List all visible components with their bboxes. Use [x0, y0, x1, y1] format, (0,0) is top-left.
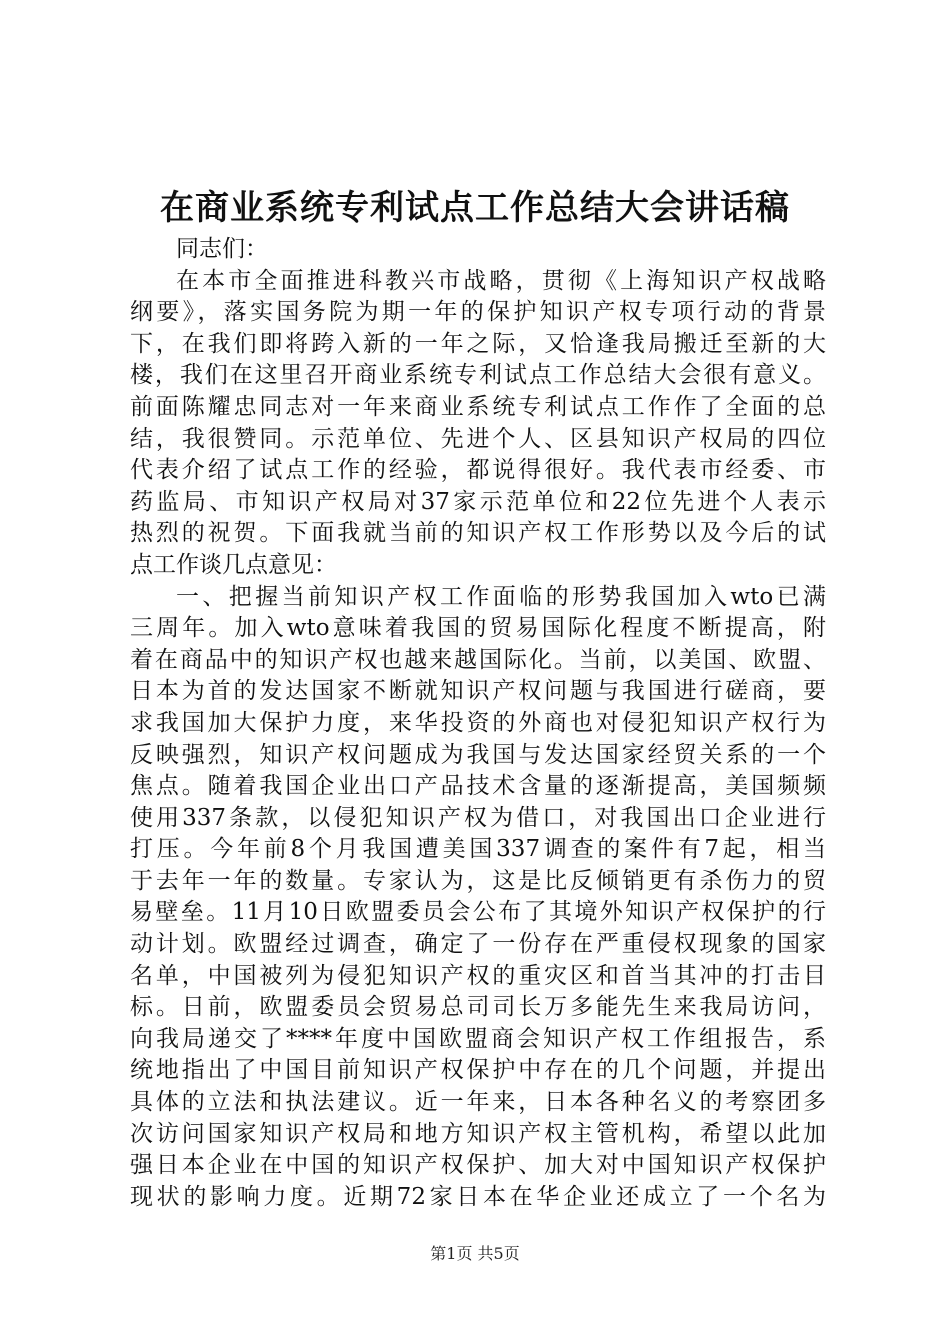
paragraph-line: 反映强烈，知识产权问题成为我国与发达国家经贸关系的一个 — [130, 741, 826, 768]
paragraph-line: 结，我很赞同。示范单位、先进个人、区县知识产权局的四位 — [130, 425, 826, 452]
document-title: 在商业系统专利试点工作总结大会讲话稿 — [160, 188, 790, 228]
paragraph-line: 纲要》，落实国务院为期一年的保护知识产权专项行动的背景 — [130, 299, 826, 326]
paragraph-line: 名单，中国被列为侵犯知识产权的重灾区和首当其冲的打击目 — [130, 962, 826, 989]
paragraph-line: 三周年。加入wto意味着我国的贸易国际化程度不断提高，附 — [130, 615, 826, 642]
paragraph-line: 着在商品中的知识产权也越来越国际化。当前，以美国、欧盟、 — [130, 646, 826, 673]
paragraph-line: 药监局、市知识产权局对37家示范单位和22位先进个人表示 — [130, 488, 826, 515]
paragraph-line: 向我局递交了****年度中国欧盟商会知识产权工作组报告，系 — [130, 1025, 826, 1052]
paragraph-line: 统地指出了中国目前知识产权保护中存在的几个问题，并提出 — [130, 1057, 826, 1084]
salutation-line: 同志们： — [176, 236, 268, 262]
paragraph-line: 求我国加大保护力度，来华投资的外商也对侵犯知识产权行为 — [130, 709, 826, 736]
paragraph-line: 动计划。欧盟经过调查，确定了一份存在严重侵权现象的国家 — [130, 931, 826, 958]
paragraph-line: 次访问国家知识产权局和地方知识产权主管机构，希望以此加 — [130, 1120, 826, 1147]
paragraph-line: 日本为首的发达国家不断就知识产权问题与我国进行磋商，要 — [130, 678, 826, 705]
paragraph-line: 热烈的祝贺。下面我就当前的知识产权工作形势以及今后的试 — [130, 520, 826, 547]
paragraph-line: 现状的影响力度。近期72家日本在华企业还成立了一个名为 — [130, 1183, 826, 1210]
document-body — [130, 234, 826, 1213]
paragraph-line: 在本市全面推进科教兴市战略，贯彻《上海知识产权战略 — [176, 267, 826, 294]
page-number-footer: 第1页 共5页 — [430, 1244, 520, 1263]
paragraph-line: 于去年一年的数量。专家认为，这是比反倾销更有杀伤力的贸 — [130, 867, 826, 894]
paragraph-line: 代表介绍了试点工作的经验，都说得很好。我代表市经委、市 — [130, 457, 826, 484]
paragraph-line: 易壁垒。11月10日欧盟委员会公布了其境外知识产权保护的行 — [130, 899, 826, 926]
paragraph-line: 楼，我们在这里召开商业系统专利试点工作总结大会很有意义。 — [130, 362, 826, 389]
paragraph-line: 具体的立法和执法建议。近一年来，日本各种名义的考察团多 — [130, 1089, 826, 1116]
paragraph-line: 焦点。随着我国企业出口产品技术含量的逐渐提高，美国频频 — [130, 773, 826, 800]
paragraph-line: 一、把握当前知识产权工作面临的形势我国加入wto已满 — [176, 583, 826, 610]
paragraph-line: 强日本企业在中国的知识产权保护、加大对中国知识产权保护 — [130, 1152, 826, 1179]
paragraph-line: 打压。今年前8个月我国遭美国337调查的案件有7起，相当 — [130, 836, 826, 863]
paragraph-line: 下，在我们即将跨入新的一年之际，又恰逢我局搬迁至新的大 — [130, 330, 826, 357]
paragraph-line: 前面陈耀忠同志对一年来商业系统专利试点工作作了全面的总 — [130, 393, 826, 420]
paragraph-line: 使用337条款，以侵犯知识产权为借口，对我国出口企业进行 — [130, 804, 826, 831]
paragraph-line: 点工作谈几点意见： — [130, 551, 337, 578]
paragraph-line: 标。日前，欧盟委员会贸易总司司长万多能先生来我局访问， — [130, 994, 826, 1021]
